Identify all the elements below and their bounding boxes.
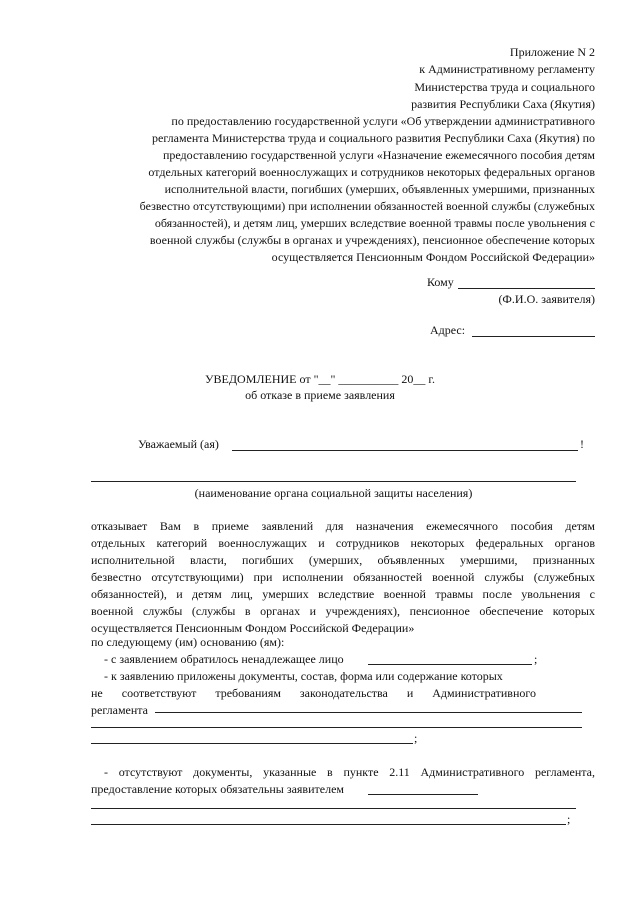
header-line: исполнительной власти, погибших (умерших, объявленных умершими, признанных: [164, 182, 595, 196]
reason-3-end: ;: [567, 812, 571, 826]
reason-2-line-2: не соответствуют требованиям законодательства и Административного: [91, 686, 536, 700]
reason-3-field[interactable]: [91, 824, 566, 825]
greeting-label: Уважаемый (ая): [138, 437, 219, 451]
body-line: военной службы (службы в органах и учреждениях), пенсионное обеспечение которых: [91, 604, 595, 618]
body-line: безвестно отсутствующими) при исполнении обязанностей военной службы (служебных: [91, 570, 595, 584]
reason-2-field[interactable]: [91, 727, 582, 728]
body-line: исполнительной власти, погибших (умерших, объявленных умершими, признанных: [91, 553, 595, 567]
header-line: Министерства труда и социального: [414, 80, 595, 94]
reason-2-field[interactable]: [91, 743, 413, 744]
header-line: развития Республики Саха (Якутия): [411, 97, 595, 111]
reason-intro: по следующему (им) основанию (ям):: [91, 635, 285, 649]
body-line: отдельных категорий военнослужащих и сотрудников некоторых федеральных органов: [91, 536, 595, 550]
reason-3-field[interactable]: [91, 808, 576, 809]
notice-title: УВЕДОМЛЕНИЕ от "__" __________ 20__ г.: [205, 372, 435, 386]
reason-1-field[interactable]: [368, 664, 532, 665]
reason-2-end: ;: [414, 731, 418, 745]
header-line: отдельных категорий военнослужащих и сотрудников некоторых федеральных органов: [148, 165, 595, 179]
header-line: осуществляется Пенсионным Фондом Российской Федерации»: [271, 250, 595, 264]
header-line: безвестно отсутствующими) при исполнении обязанностей военной службы (служебных: [139, 199, 595, 213]
body-line: обязанностей), и детям лиц, умерших вследствие военной травмы после увольнения с: [91, 587, 595, 601]
organ-caption: (наименование органа социальной защиты населения): [194, 486, 473, 500]
reason-1-end: ;: [534, 652, 538, 666]
greeting-name-field[interactable]: [232, 450, 578, 451]
reason-2-line-3: регламента: [91, 703, 149, 717]
reason-1: - с заявлением обратилось ненадлежащее лицо: [104, 652, 344, 666]
to-label: Кому: [427, 275, 454, 289]
header-line: военной службы (службы в органах и учреждениях), пенсионное обеспечение которых: [149, 233, 595, 247]
appendix-title: Приложение N 2: [509, 45, 595, 59]
header-line: предоставлению государственной услуги «Назначение ежемесячного пособия детям: [162, 148, 595, 162]
greeting-end: !: [580, 437, 584, 451]
reason-3-line-2: предоставление которых обязательны заявителем: [91, 782, 344, 796]
body-line: отказывает Вам в приеме заявлений для назначения ежемесячного пособия детям: [91, 519, 595, 533]
address-label: Адрес:: [430, 323, 466, 337]
reason-3-field[interactable]: [368, 794, 478, 795]
recipient-name-field[interactable]: [458, 288, 595, 289]
header-line: обязанностей), и детям лиц, умерших вследствие военной травмы после увольнения с: [154, 216, 595, 230]
reason-2-field[interactable]: [155, 712, 582, 713]
header-line: по предоставлению государственной услуги «Об утверждении административного: [171, 114, 595, 128]
address-field[interactable]: [472, 336, 595, 337]
organ-name-field[interactable]: [91, 481, 576, 482]
reason-2-line-1: - к заявлению приложены документы, состав, форма или содержание которых: [104, 669, 503, 683]
header-line: к Административному регламенту: [419, 62, 595, 76]
reason-3-line-1: - отсутствуют документы, указанные в пункте 2.11 Административного регламента,: [104, 765, 595, 779]
fio-caption: (Ф.И.О. заявителя): [498, 292, 595, 306]
header-line: регламента Министерства труда и социального развития Республики Саха (Якутия) по: [152, 131, 595, 145]
body-line: осуществляется Пенсионным Фондом Российской Федерации»: [91, 621, 415, 635]
notice-subtitle: об отказе в приеме заявления: [245, 388, 395, 402]
